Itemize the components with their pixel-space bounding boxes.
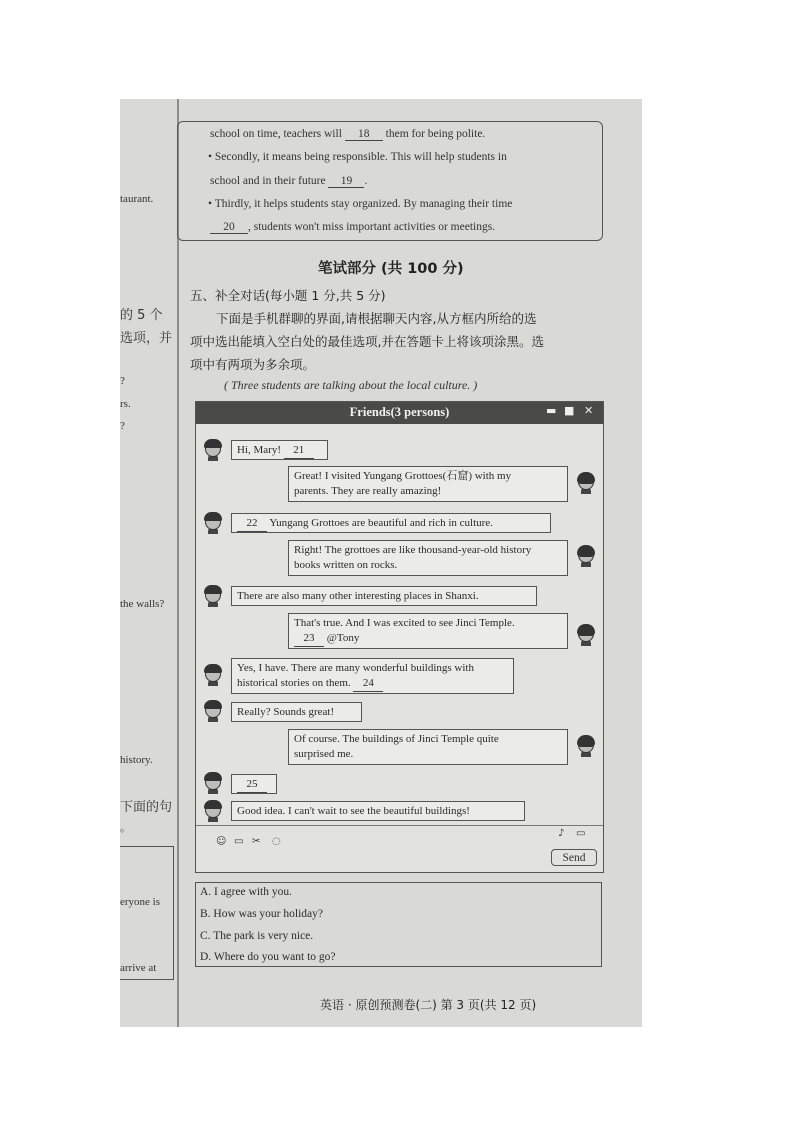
boy-avatar-icon [203,585,223,607]
blank-21: 21 [284,443,314,459]
chat-message: Really? Sounds great! [231,702,362,722]
left-fragment: 下面的句 [120,800,173,815]
left-fragment: 的 5 个 [120,308,163,323]
chat-message: There are also many other interesting places in Shanxi. [231,586,537,606]
chat-message: 22 Yungang Grottoes are beautiful and rich in culture. [231,513,551,533]
exam-paper [120,99,642,1027]
boy-avatar-icon [203,512,223,534]
left-fragment: taurant. [120,193,154,205]
chat-message: Great! I visited Yungang Grottoes(石窟) with my parents. They are really amazing! [288,466,568,502]
chat-message: Yes, I have. There are many wonderful buildings with historical stories on them. 24 [231,658,514,694]
maximize-icon[interactable]: ■ [564,404,575,417]
boy-avatar-icon [203,772,223,794]
page-footer: 英语 · 原创预测卷(二) 第 3 页(共 12 页) [320,998,537,1012]
blank-25: 25 [237,777,267,793]
boy-avatar-icon [203,664,223,686]
boy-avatar-icon [203,800,223,822]
option-b: B. How was your holiday? [200,908,323,920]
left-fragment: ? [120,375,125,387]
part-heading: 五、补全对话(每小题 1 分,共 5 分) [190,288,386,303]
left-options-box [120,846,174,980]
instruction-line: 项中选出能填入空白处的最佳选项,并在答题卡上将该项涂黑。选 [190,334,544,349]
boy-avatar-icon [203,700,223,722]
group-chat-window [195,401,604,873]
chat-message: That's true. And I was excited to see Jinci Temple. 23 @Tony [288,613,568,649]
left-fragment: ? [120,420,125,432]
answer-options-box [195,882,602,967]
folder-icon[interactable]: ▭ [234,836,244,847]
left-fragment: the walls? [120,598,165,610]
scissors-icon[interactable]: ✂ [252,836,261,847]
passage-line: school and in their future 19 . [210,175,368,187]
blank-23: 23 [294,631,324,647]
girl-avatar-icon [576,624,596,646]
left-fragment: 。 [120,822,131,834]
minimize-icon[interactable]: ▬ [546,404,557,417]
instruction-line: 下面是手机群聊的界面,请根据聊天内容,从方框内所给的选 [216,311,537,326]
chat-title: Friends(3 persons) [349,405,450,419]
passage-line: 20 , students won't miss important activities or meetings. [210,221,495,234]
chat-message: Hi, Mary! 21 [231,440,328,460]
emoji-icon[interactable]: ☺ [216,836,227,847]
send-button[interactable]: Send [551,849,597,866]
passage-line: • Secondly, it means being responsible. This will help students in [208,151,507,163]
blank-18: 18 [345,128,383,141]
boy-avatar-icon [203,439,223,461]
girl-avatar-icon [576,735,596,757]
left-fragment: 选项，并 [120,331,173,346]
instruction-line: 项中有两项为多余项。 [190,357,316,372]
message-icon[interactable]: ◌ [272,836,281,847]
chat-message [231,774,277,794]
chat-toolbar-divider [196,825,603,826]
chat-message: Of course. The buildings of Jinci Temple quite surprised me. [288,729,568,765]
option-d: D. Where do you want to go? [200,951,336,963]
girl-avatar-icon [576,545,596,567]
blank-22: 22 [237,516,267,532]
left-fragment: history. [120,754,153,766]
blank-19: 19 [328,175,364,188]
blank-24: 24 [353,676,383,692]
chat-message: Right! The grottoes are like thousand-year-old history books written on rocks. [288,540,568,576]
passage-line: • Thirdly, it helps students stay organized. By managing their time [208,198,513,210]
passage-line: school on time, teachers will 18 them for being polite. [210,128,486,140]
option-c: C. The park is very nice. [200,930,314,942]
option-a: A. I agree with you. [200,886,292,898]
girl-avatar-icon [576,472,596,494]
close-icon[interactable]: ✕ [584,404,594,417]
section-title: 笔试部分 (共 100 分) [318,261,464,277]
left-fragment: arrive at [120,962,157,974]
dialogue-context: ( Three students are talking about the local culture. ) [224,378,478,392]
left-fragment: eryone is [120,896,161,908]
left-fragment: rs. [120,398,131,410]
chat-message: Good idea. I can't wait to see the beautiful buildings! [231,801,525,821]
microphone-icon[interactable]: ♪ [558,828,565,839]
video-icon[interactable]: ▭ [576,828,586,839]
blank-20: 20 [210,221,248,234]
